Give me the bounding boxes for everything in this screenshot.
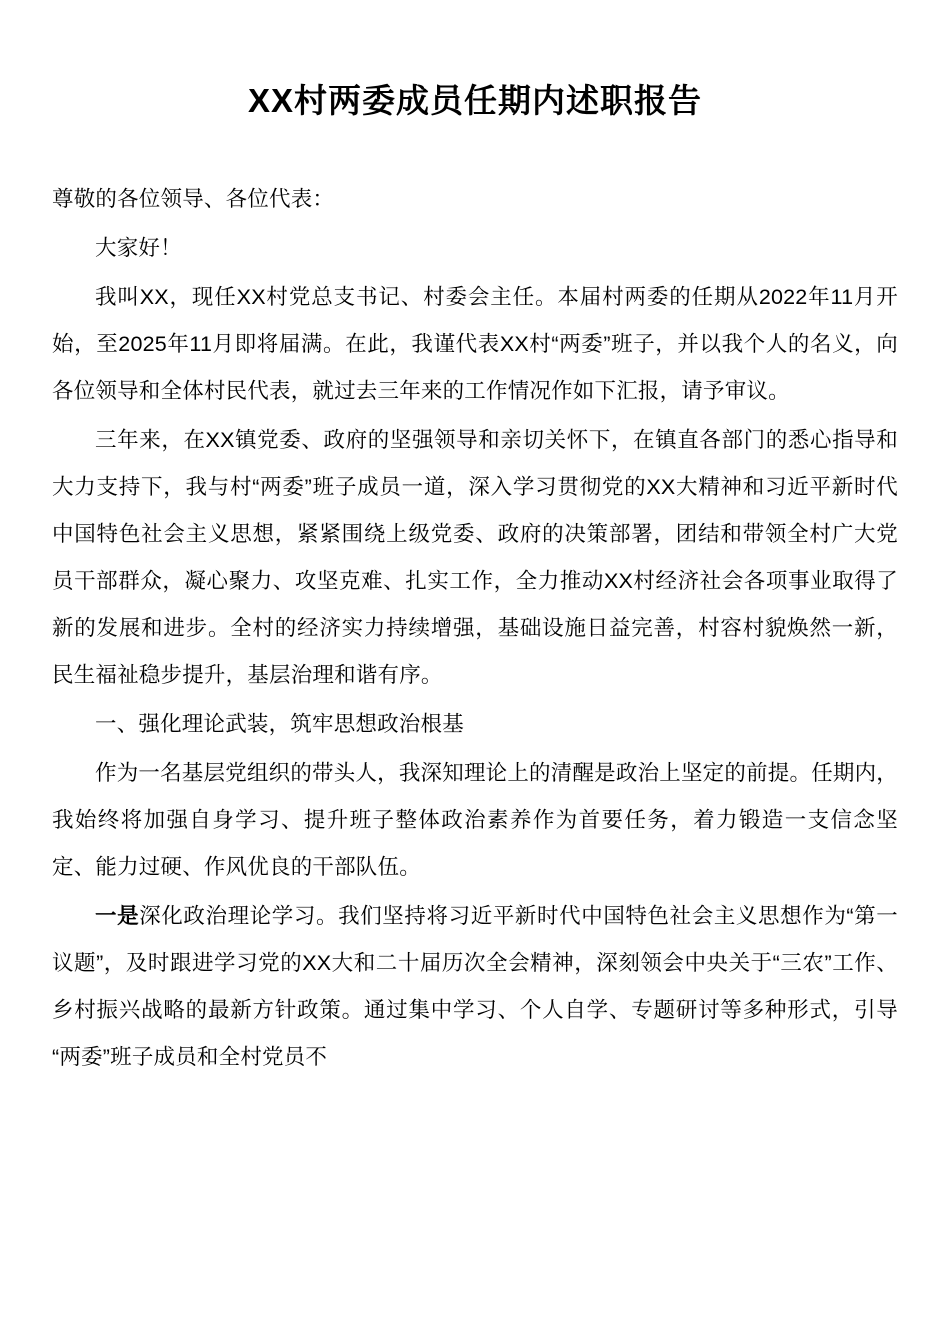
paragraph-salutation: 尊敬的各位领导、各位代表：	[52, 187, 335, 212]
paragraph-section-1-point-1	[52, 893, 898, 1081]
page-title: XX村两委成员任期内述职报告	[247, 82, 703, 119]
paragraph-section-1-intro: 作为一名基层党组织的带头人，我深知理论上的清醒是政治上坚定的前提。任期内，我始终将加强自身学习、提升班子整体政治素养作为首要任务，着力锻造一支信念坚定、能力过硬、作风优良的干部队伍。	[52, 761, 898, 880]
point-lead-label: 一是	[95, 904, 140, 929]
paragraph-self-introduction: 我叫XX，现任XX村党总支书记、村委会主任。本届村两委的任期从2022年11月开始，至2025年11月即将届满。在此，我谨代表XX村“两委”班子，并以我个人的名义，向各位领导和全体村民代表，就过去三年来的工作情况作如下汇报，请予审议。	[52, 285, 898, 404]
point-body-text: 深化政治理论学习。我们坚持将习近平新时代中国特色社会主义思想作为“第一议题”，及时跟进学习党的XX大和二十届历次全会精神，深刻领会中央关于“三农”工作、乡村振兴战略的最新方针政策。通过集中学习、个人自学、专题研讨等多种形式，引导“两委”班子成员和全村党员不	[52, 904, 898, 1070]
paragraph-overview: 三年来，在XX镇党委、政府的坚强领导和亲切关怀下，在镇直各部门的悉心指导和大力支持下，我与村“两委”班子成员一道，深入学习贯彻党的XX大精神和习近平新时代中国特色社会主义思想，紧紧围绕上级党委、政府的决策部署，团结和带领全村广大党员干部群众，凝心聚力、攻坚克难、扎实工作，全力推动XX村经济社会各项事业取得了新的发展和进步。全村的经济实力持续增强，基础设施日益完善，村容村貌焕然一新，民生福祉稳步提升，基层治理和谐有序。	[52, 428, 898, 688]
document-body	[52, 176, 898, 1081]
paragraph-greeting: 大家好！	[95, 236, 182, 261]
section-heading-1: 一、强化理论武装，筑牢思想政治根基	[95, 712, 464, 737]
